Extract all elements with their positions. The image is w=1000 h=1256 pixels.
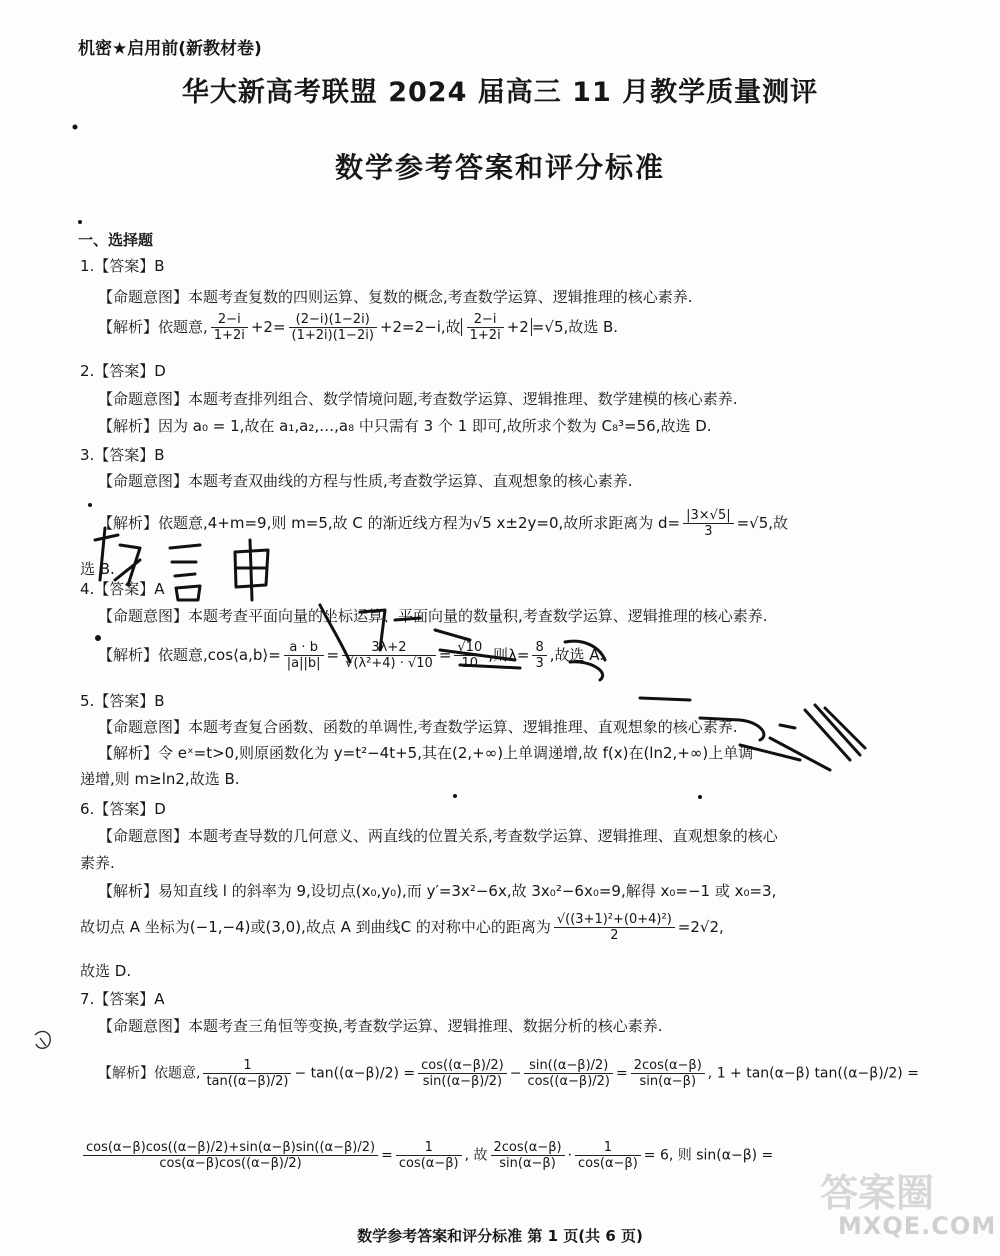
q1-frac2-num: (2−i)(1−2i) [289,312,377,328]
scribble-q5-1 [640,698,764,740]
q1-sol-b: +2= [250,318,286,336]
q2-intent: 【命题意图】本题考查排列组合、数学情境问题,考查数学运算、逻辑推理、数学建模的核心素养. [98,390,738,408]
scribble-char-3 [235,540,268,600]
section-heading: 一、选择题 [78,231,154,249]
q7-l2-f2-den: cos(α−β) [398,1156,459,1171]
q7-l1-a: 【解析】依题意, [98,1065,201,1082]
q4-frac3-num: √10 [454,640,485,656]
page-footer: 数学参考答案和评分标准 第 1 页(共 6 页) [357,1227,643,1245]
q4-frac2-den: √(λ²+4) · √10 [345,656,433,671]
q1-frac3-den: 1+2i [469,328,501,343]
q2-answer: 2.【答案】D [80,362,166,380]
ink-dot [78,220,82,224]
q4-frac4-num: 8 [532,640,546,656]
q6-intent-1: 【命题意图】本题考查导数的几何意义、两直线的位置关系,考查数学运算、逻辑推理、直观想象的核心 [98,827,778,845]
ink-dot [88,503,92,507]
q7-l1-f4-num: 2cos(α−β) [631,1058,705,1074]
q4-intent: 【命题意图】本题考查平面向量的坐标运算、平面向量的数量积,考查数学运算、逻辑推理的核心素养. [98,607,768,625]
q7-l1-f2-num: cos((α−β)/2) [418,1058,507,1074]
q4-frac3-den: 10 [461,656,479,671]
q7-l2-f1-den: cos(α−β)cos((α−β)/2) [159,1156,302,1171]
q3-intent: 【命题意图】本题考查双曲线的方程与性质,考查数学运算、直观想象的核心素养. [98,472,633,490]
q4-frac1-den: |a||b| [286,656,321,671]
q1-frac2-den: (1+2i)(1−2i) [291,328,374,343]
q4-sol-d: ,则λ= [488,646,530,664]
scribble-q5-3 [740,738,830,770]
q7-l2-f1-num: cos(α−β)cos((α−β)/2)+sin(α−β)sin((α−β)/2) [83,1140,378,1156]
q3-frac-den: 3 [704,524,713,539]
q5-solution-2: 递增,则 m≥ln2,故选 B. [80,770,240,788]
q1-intent: 【命题意图】本题考查复数的四则运算、复数的概念,考查数学运算、逻辑推理的核心素养. [98,288,693,306]
q6-sol2-b: =2√2, [677,918,724,936]
q7-l1-e: , 1 + tan(α−β) tan((α−β)/2) = [707,1065,919,1082]
q5-intent: 【命题意图】本题考查复合函数、函数的单调性,考查数学运算、逻辑推理、直观想象的核心素养. [98,718,738,736]
q4-answer: 4.【答案】A [80,580,165,598]
exam-title: 华大新高考联盟 2024 届高三 11 月教学质量测评 [181,77,819,108]
q7-l1-b: − tan((α−β)/2) = [294,1065,416,1082]
q7-l1-f3-den: cos((α−β)/2) [527,1074,611,1089]
q4-frac1-num: a · b [284,640,324,656]
q7-l2-f4-num: 1 [575,1140,641,1156]
scribble-char-1 [95,528,140,585]
q7-l2-a: = [381,1147,393,1164]
q7-intent: 【命题意图】本题考查三角恒等变换,考查数学运算、逻辑推理、数据分析的核心素养. [98,1017,663,1035]
q7-l2-b: , 故 [464,1147,488,1164]
q6-sol2-a: 故切点 A 坐标为(−1,−4)或(3,0),故点 A 到曲线C 的对称中心的距离为 [80,918,551,936]
q1-frac1-num: 2−i [211,312,248,328]
q7-l1-f4-den: sin(α−β) [639,1074,697,1089]
q7-l2-d: = 6, 则 sin(α−β) = [643,1147,774,1164]
q1-sol-c: +2=2−i,故 [379,318,461,336]
q3-solution-end: 选 B. [80,560,115,578]
q3-sol-b: =√5,故 [736,514,789,532]
q4-sol-e: ,故选 A. [549,646,605,664]
ink-dot [453,794,457,798]
q6-intent-2: 素养. [80,854,115,872]
scribble-q4-1 [320,605,420,662]
corner-doodle [35,1031,50,1048]
q7-answer: 7.【答案】A [80,990,165,1008]
q6-solution-3: 故选 D. [80,962,132,980]
q4-sol-a: 【解析】依题意,cos⟨a,b⟩= [98,646,281,664]
q7-l2-f2-num: 1 [396,1140,462,1156]
q4-frac4-den: 3 [535,656,544,671]
answer-key-title: 数学参考答案和评分标准 [334,151,665,184]
q7-l1-f1-den: tan((α−β)/2) [206,1074,289,1089]
q3-answer: 3.【答案】B [80,446,165,464]
q3-frac-num: |3×√5| [683,508,733,524]
q7-l1-f3-num: sin((α−β)/2) [524,1058,613,1074]
q7-l1-d: = [616,1065,628,1082]
scribble-char-2 [170,545,200,600]
q6-solution-1: 【解析】易知直线 l 的斜率为 9,设切点(x₀,y₀),而 y′=3x²−6x,故 3x₀²−6x₀=9,解得 x₀=−1 或 x₀=3, [98,882,777,900]
q1-sol-a: 【解析】依题意, [98,318,208,336]
q2-solution: 【解析】因为 a₀ = 1,故在 a₁,a₂,…,a₈ 中只需有 3 个 1 即可,故所求个数为 C₈³=56,故选 D. [98,417,712,435]
q7-l1-f2-den: sin((α−β)/2) [422,1074,503,1089]
q7-l1-c: − [509,1065,522,1082]
q3-sol-a: 【解析】依题意,4+m=9,则 m=5,故 C 的渐近线方程为√5 x±2y=0,故所求距离为 d= [98,514,681,532]
q6-frac-num: √((3+1)²+(0+4)²) [554,912,675,928]
q5-solution-1: 【解析】令 eˣ=t>0,则原函数化为 y=t²−4t+5,其在(2,+∞)上单调递增,故 f(x)在(ln2,+∞)上单调 [98,744,754,762]
q5-answer: 5.【答案】B [80,692,165,710]
q4-frac2-num: 3λ+2 [342,640,436,656]
q7-l2-f3-num: 2cos(α−β) [491,1140,565,1156]
ink-dot [698,795,702,799]
ink-dot [95,635,101,641]
q6-answer: 6.【答案】D [80,800,166,818]
q4-sol-c: = [438,646,452,664]
q7-l1-f1-num: 1 [203,1058,291,1074]
q1-frac3-num: 2−i [467,312,504,328]
watermark-text: 答案圈 [820,1171,935,1215]
q1-frac1-den: 1+2i [213,328,245,343]
q6-frac-den: 2 [610,928,619,943]
scribble-q4-3 [565,641,605,680]
q7-l2-c: · [567,1147,573,1164]
q7-l2-f4-den: cos(α−β) [578,1156,638,1171]
watermark-url: MXQE.COM [838,1212,997,1240]
scribble-q4-2 [435,630,520,668]
ink-dot [73,125,78,130]
q1-answer: 1.【答案】B [80,257,165,275]
confidential-label: 机密★启用前(新教材卷) [78,39,262,59]
q1-sol-e: =√5,故选 B. [531,318,619,336]
q4-sol-b: = [326,646,340,664]
q7-l2-f3-den: sin(α−β) [499,1156,556,1171]
q1-sol-d: +2 [506,318,529,336]
